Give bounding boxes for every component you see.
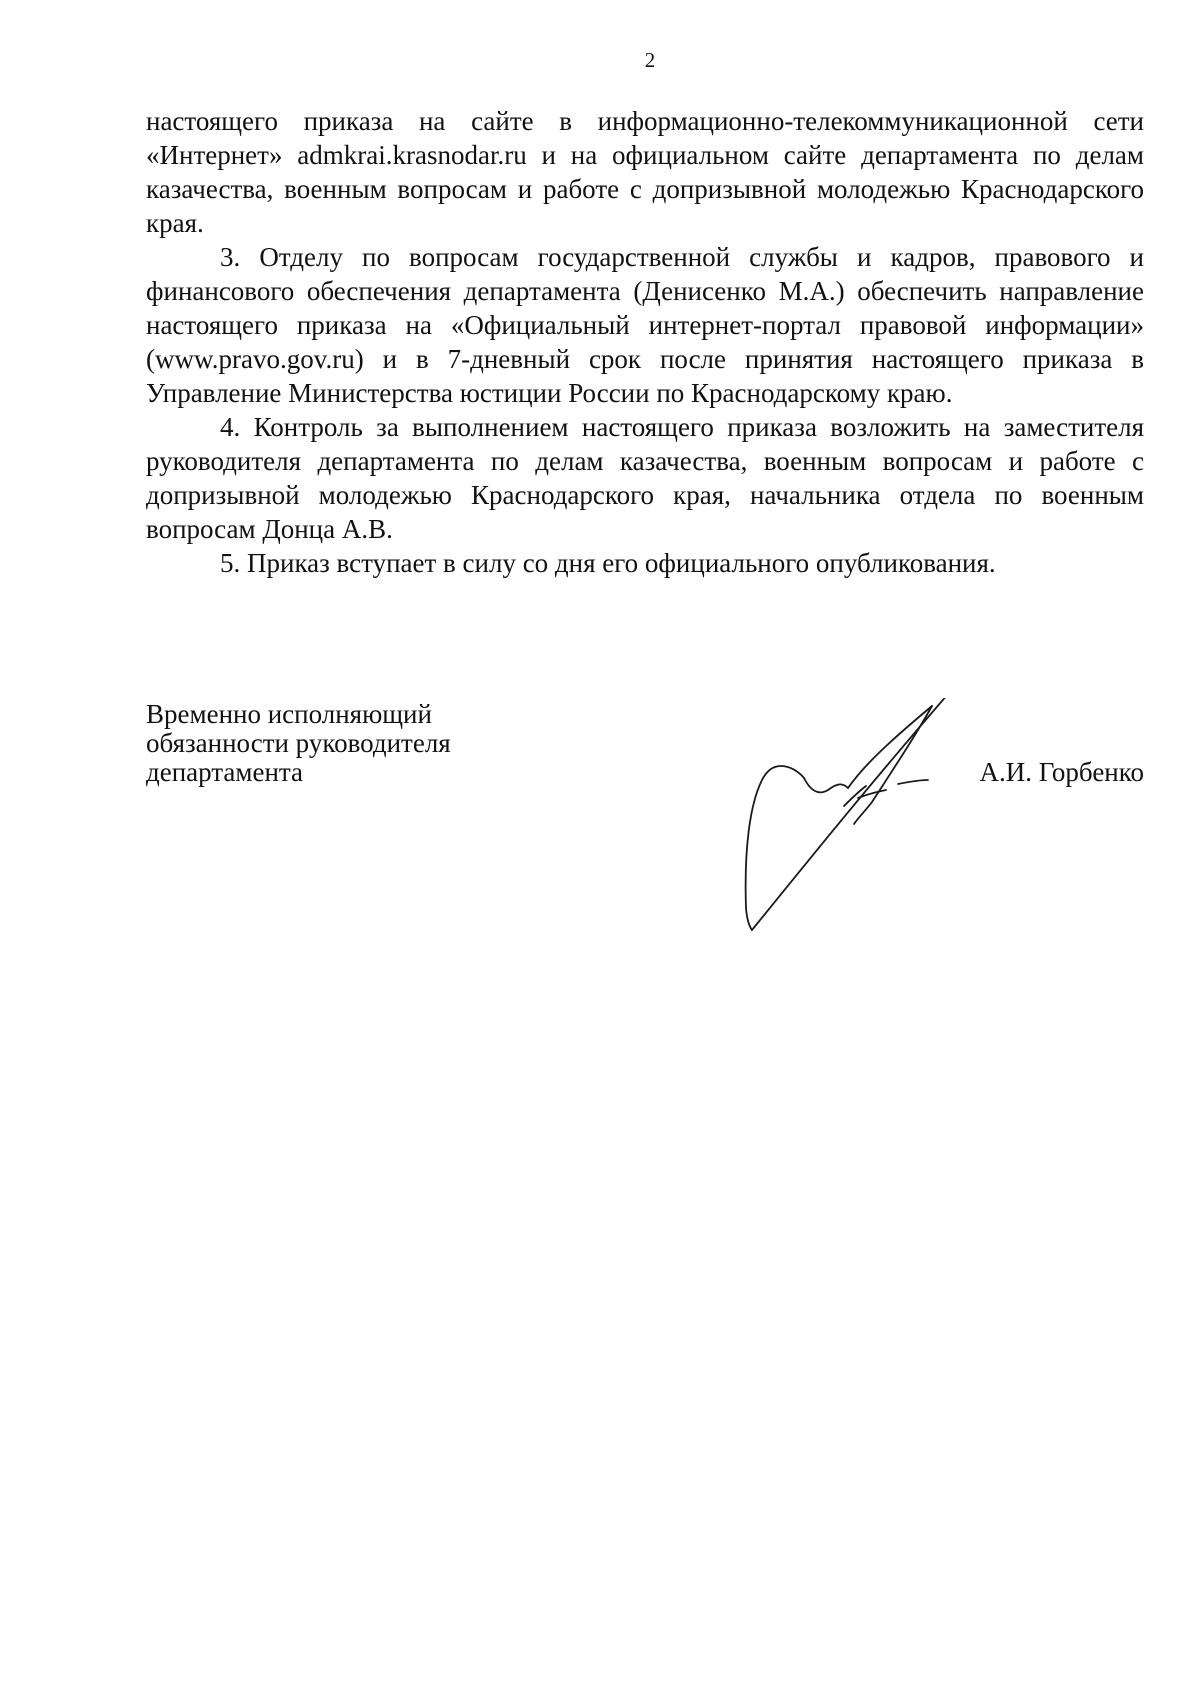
paragraph-item-5: 5. Приказ вступает в силу со дня его официального опубликования. [220,548,996,578]
handwritten-signature [596,698,956,938]
document-body [146,104,1144,580]
paragraph-item-4: 4. Контроль за выполнением настоящего приказа возложить на заместителя руководителя департамента по делам казачества, военным вопросам и работе с допризывной молодежью Краснодарского края, начальника отдела по военным вопросам Донца А.В. [146,412,1144,544]
paragraph-item-3: 3. Отделу по вопросам государственной службы и кадров, правового и финансового обеспечения департамента (Денисенко М.А.) обеспечить направление настоящего приказа на «Официальный интернет-портал правовой информации» (www.pravo.gov.ru) и в 7-дневный срок после принятия настоящего приказа в Управление Министерства юстиции России по Краснодарскому краю. [146,242,1144,408]
page-number: 2 [644,48,656,72]
signatory-position-line: Временно исполняющий [146,699,432,729]
paragraph-continuation: настоящего приказа на сайте в информационно-телекоммуникационной сети «Интернет» admkrai.krasnodar.ru и на официальном сайте департамента по делам казачества, военным вопросам и работе с допризывной молодежью Краснодарского края. [146,106,1144,238]
signature-block [146,700,1144,940]
signatory-name: А.И. Горбенко [979,757,1144,787]
signatory-position-line: департамента [146,757,304,787]
signatory-position [146,700,451,787]
signatory-position-line: обязанности руководителя [146,728,451,758]
